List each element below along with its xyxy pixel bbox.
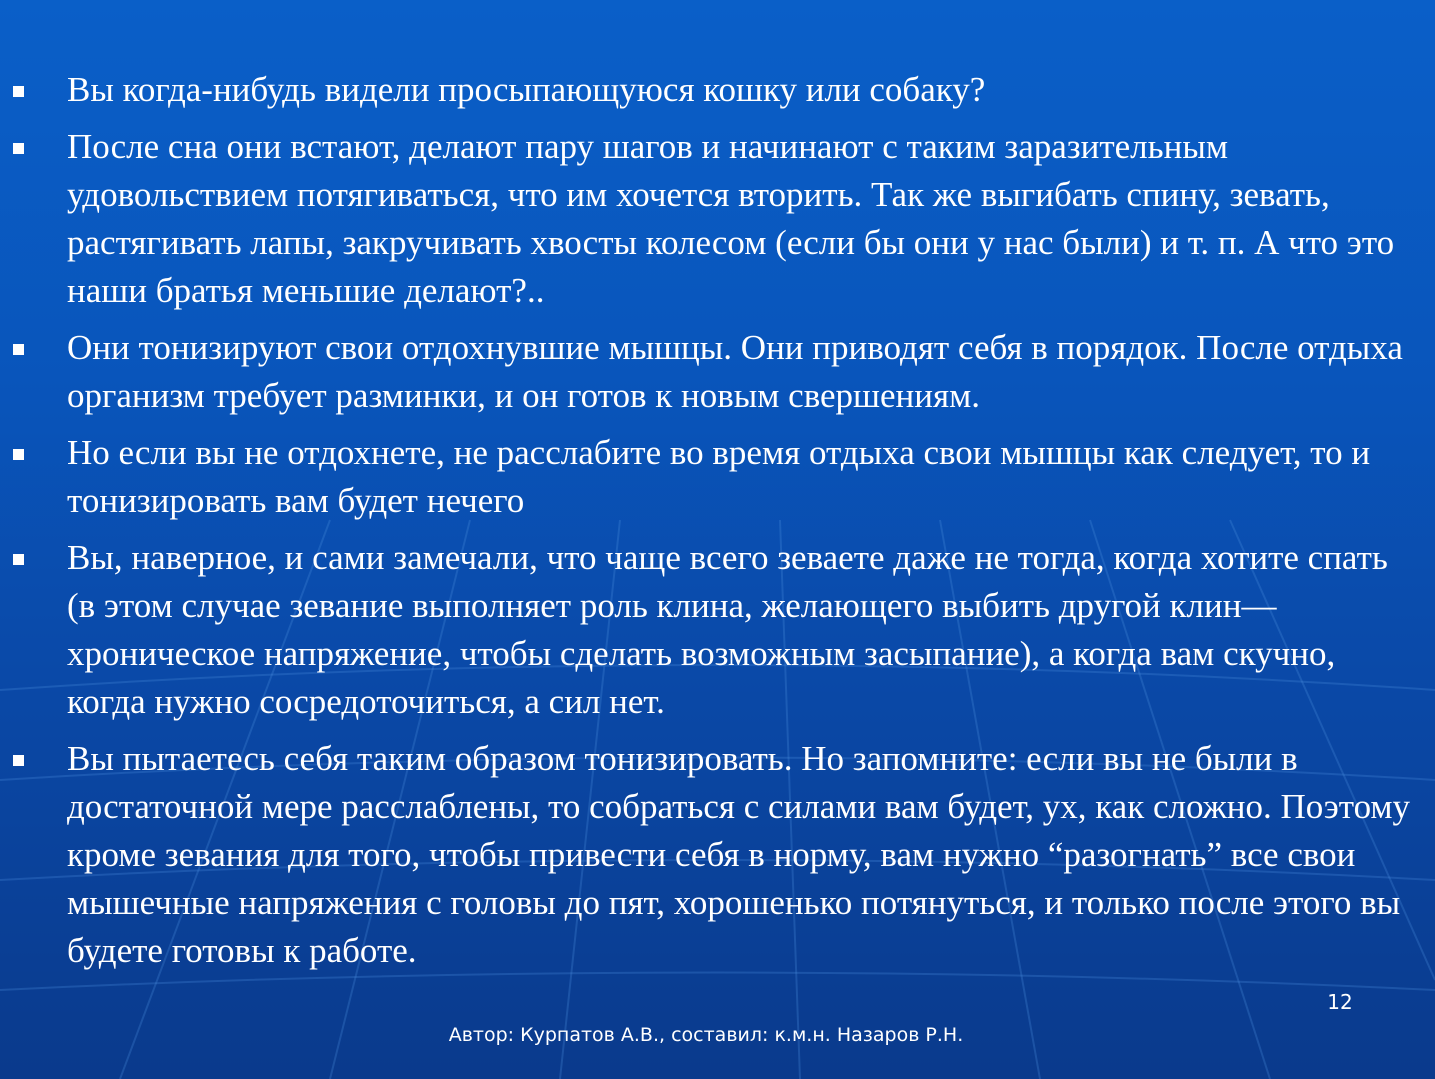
bullet-item xyxy=(0,534,1435,726)
square-bullet-icon xyxy=(13,344,24,355)
bullet-text: Вы когда-нибудь видели просыпающуюся кошку или собаку? xyxy=(67,70,986,109)
square-bullet-icon xyxy=(13,554,24,565)
bullet-item xyxy=(0,324,1435,420)
bullet-item xyxy=(0,735,1435,975)
bullet-item xyxy=(0,123,1435,315)
bullet-list xyxy=(0,66,1435,984)
footer-author: Автор: Курпатов А.В., составил: к.м.н. Назаров Р.Н. xyxy=(448,1024,964,1046)
bullet-text: Они тонизируют свои отдохнувшие мышцы. Они приводят себя в порядок. После отдыха организм требует разминки, и он готов к новым свершениям. xyxy=(67,328,1403,415)
square-bullet-icon xyxy=(13,449,24,460)
bullet-item xyxy=(0,429,1435,525)
page-number: 12 xyxy=(1327,990,1353,1014)
square-bullet-icon xyxy=(13,143,24,154)
bullet-text: Вы, наверное, и сами замечали, что чаще всего зеваете даже не тогда, когда хотите спать (в этом случае зевание выполняет роль клина, желающего выбить другой клин—хроническое напряжение, чтобы сделать возможным засыпание), а когда вам скучно, когда нужно сосредоточиться, а сил нет. xyxy=(67,538,1388,721)
bullet-text: Вы пытаетесь себя таким образом тонизировать. Но запомните: если вы не были в достаточной мере расслаблены, то собраться с силами вам будет, ух, как сложно. Поэтому кроме зевания для того, чтобы привести себя в норму, вам нужно “разогнать” все свои мышечные напряжения с головы до пят, хорошенько потянуться, и только после этого вы будете готовы к работе. xyxy=(67,739,1411,970)
square-bullet-icon xyxy=(13,86,24,97)
bullet-text: После сна они встают, делают пару шагов и начинают с таким заразительным удовольствием потягиваться, что им хочется вторить. Так же выгибать спину, зевать, растягивать лапы, закручивать хвосты колесом (если бы они у нас были) и т. п. А что это наши братья меньшие делают?.. xyxy=(67,127,1395,310)
bullet-item xyxy=(0,66,1435,114)
bullet-text: Но если вы не отдохнете, не расслабите во время отдыха свои мышцы как следует, то и тонизировать вам будет нечего xyxy=(67,433,1371,520)
square-bullet-icon xyxy=(13,755,24,766)
